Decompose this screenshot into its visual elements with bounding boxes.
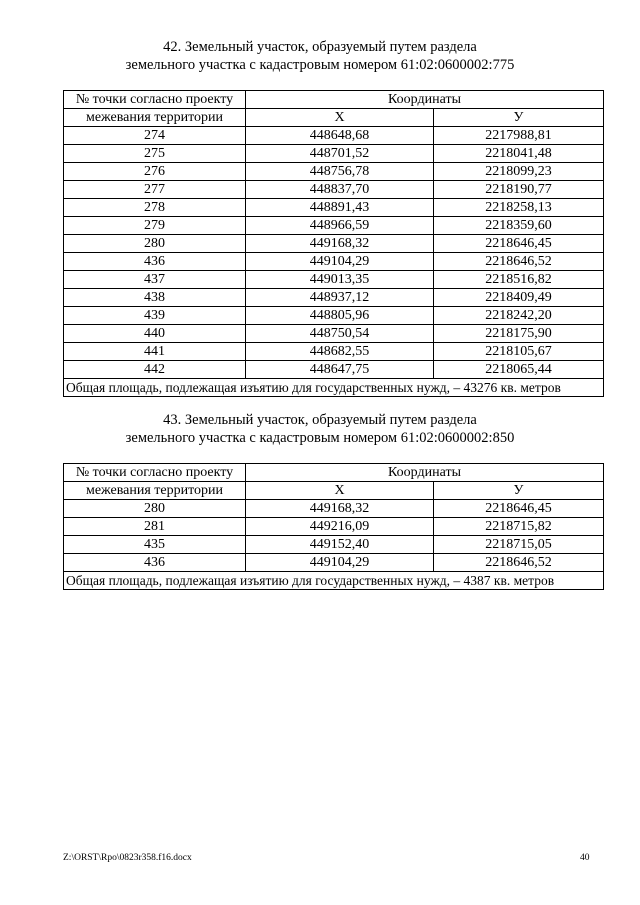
table-row xyxy=(64,253,604,271)
table-row xyxy=(64,163,604,181)
x-cell: 448805,96 xyxy=(246,307,434,325)
point-cell: 280 xyxy=(64,235,246,253)
y-cell: 2218409,49 xyxy=(434,289,604,307)
table-header-row xyxy=(64,482,604,500)
x-cell: 448937,12 xyxy=(246,289,434,307)
point-cell: 437 xyxy=(64,271,246,289)
table-row xyxy=(64,518,604,536)
table-row xyxy=(64,217,604,235)
table-row xyxy=(64,536,604,554)
x-cell: 448837,70 xyxy=(246,181,434,199)
x-cell: 449152,40 xyxy=(246,536,434,554)
table-row xyxy=(64,235,604,253)
point-cell: 275 xyxy=(64,145,246,163)
total-area-row xyxy=(64,572,604,590)
point-cell: 277 xyxy=(64,181,246,199)
y-cell: 2218646,52 xyxy=(434,554,604,572)
y-cell: 2218359,60 xyxy=(434,217,604,235)
x-cell: 449168,32 xyxy=(246,500,434,518)
coordinates-header: Координаты xyxy=(246,91,604,109)
point-header-continued: межевания территории xyxy=(64,109,246,127)
y-cell: 2218646,52 xyxy=(434,253,604,271)
y-cell: 2218516,82 xyxy=(434,271,604,289)
point-cell: 281 xyxy=(64,518,246,536)
y-cell: 2218715,82 xyxy=(434,518,604,536)
coordinates-header: Координаты xyxy=(246,464,604,482)
x-cell: 448750,54 xyxy=(246,325,434,343)
x-cell: 448966,59 xyxy=(246,217,434,235)
table-row xyxy=(64,307,604,325)
table-row xyxy=(64,181,604,199)
point-cell: 276 xyxy=(64,163,246,181)
x-cell: 448756,78 xyxy=(246,163,434,181)
table-header-row xyxy=(64,91,604,109)
table-row xyxy=(64,325,604,343)
x-header: X xyxy=(246,482,434,500)
point-cell: 436 xyxy=(64,253,246,271)
point-cell: 280 xyxy=(64,500,246,518)
section-42-coordinates-table xyxy=(63,90,604,397)
x-cell: 448891,43 xyxy=(246,199,434,217)
page-number: 40 xyxy=(580,853,590,863)
table-header-row xyxy=(64,109,604,127)
y-cell: 2218190,77 xyxy=(434,181,604,199)
table-row xyxy=(64,343,604,361)
point-header: № точки согласно проекту xyxy=(64,464,246,482)
table-row xyxy=(64,127,604,145)
total-area-row xyxy=(64,379,604,397)
point-header-continued: межевания территории xyxy=(64,482,246,500)
x-cell: 449104,29 xyxy=(246,554,434,572)
y-cell: 2218065,44 xyxy=(434,361,604,379)
y-header: У xyxy=(434,109,604,127)
x-cell: 449168,32 xyxy=(246,235,434,253)
y-cell: 2218258,13 xyxy=(434,199,604,217)
table-row xyxy=(64,361,604,379)
section-43-coordinates-table xyxy=(63,463,604,590)
x-cell: 449216,09 xyxy=(246,518,434,536)
point-cell: 279 xyxy=(64,217,246,235)
table-row xyxy=(64,199,604,217)
point-cell: 278 xyxy=(64,199,246,217)
x-header: X xyxy=(246,109,434,127)
y-cell: 2218646,45 xyxy=(434,235,604,253)
total-area-text: Общая площадь, подлежащая изъятию для государственных нужд, – 43276 кв. метров xyxy=(64,379,604,397)
x-cell: 448682,55 xyxy=(246,343,434,361)
section-42-title-line-1: 42. Земельный участок, образуемый путем раздела xyxy=(163,39,477,55)
y-cell: 2218715,05 xyxy=(434,536,604,554)
section-43-title-line-1: 43. Земельный участок, образуемый путем раздела xyxy=(163,412,477,428)
total-area-text: Общая площадь, подлежащая изъятию для государственных нужд, – 4387 кв. метров xyxy=(64,572,604,590)
y-cell: 2218105,67 xyxy=(434,343,604,361)
table-header-row xyxy=(64,464,604,482)
point-header: № точки согласно проекту xyxy=(64,91,246,109)
x-cell: 448647,75 xyxy=(246,361,434,379)
x-cell: 449013,35 xyxy=(246,271,434,289)
y-cell: 2218041,48 xyxy=(434,145,604,163)
point-cell: 274 xyxy=(64,127,246,145)
y-cell: 2218242,20 xyxy=(434,307,604,325)
point-cell: 436 xyxy=(64,554,246,572)
table-row xyxy=(64,271,604,289)
y-cell: 2218646,45 xyxy=(434,500,604,518)
point-cell: 440 xyxy=(64,325,246,343)
table-row xyxy=(64,554,604,572)
footer-file-path: Z:\ORST\Rpo\0823r358.f16.docx xyxy=(63,853,192,863)
x-cell: 448648,68 xyxy=(246,127,434,145)
y-header: У xyxy=(434,482,604,500)
point-cell: 442 xyxy=(64,361,246,379)
section-42-title-line-2: земельного участка с кадастровым номером 61:02:0600002:775 xyxy=(125,57,515,73)
y-cell: 2217988,81 xyxy=(434,127,604,145)
point-cell: 438 xyxy=(64,289,246,307)
table-row xyxy=(64,500,604,518)
y-cell: 2218175,90 xyxy=(434,325,604,343)
table-row xyxy=(64,145,604,163)
point-cell: 439 xyxy=(64,307,246,325)
section-42-title xyxy=(0,38,640,74)
section-43-title xyxy=(0,411,640,447)
point-cell: 435 xyxy=(64,536,246,554)
table-row xyxy=(64,289,604,307)
point-cell: 441 xyxy=(64,343,246,361)
x-cell: 448701,52 xyxy=(246,145,434,163)
x-cell: 449104,29 xyxy=(246,253,434,271)
section-43-title-line-2: земельного участка с кадастровым номером 61:02:0600002:850 xyxy=(125,430,515,446)
y-cell: 2218099,23 xyxy=(434,163,604,181)
